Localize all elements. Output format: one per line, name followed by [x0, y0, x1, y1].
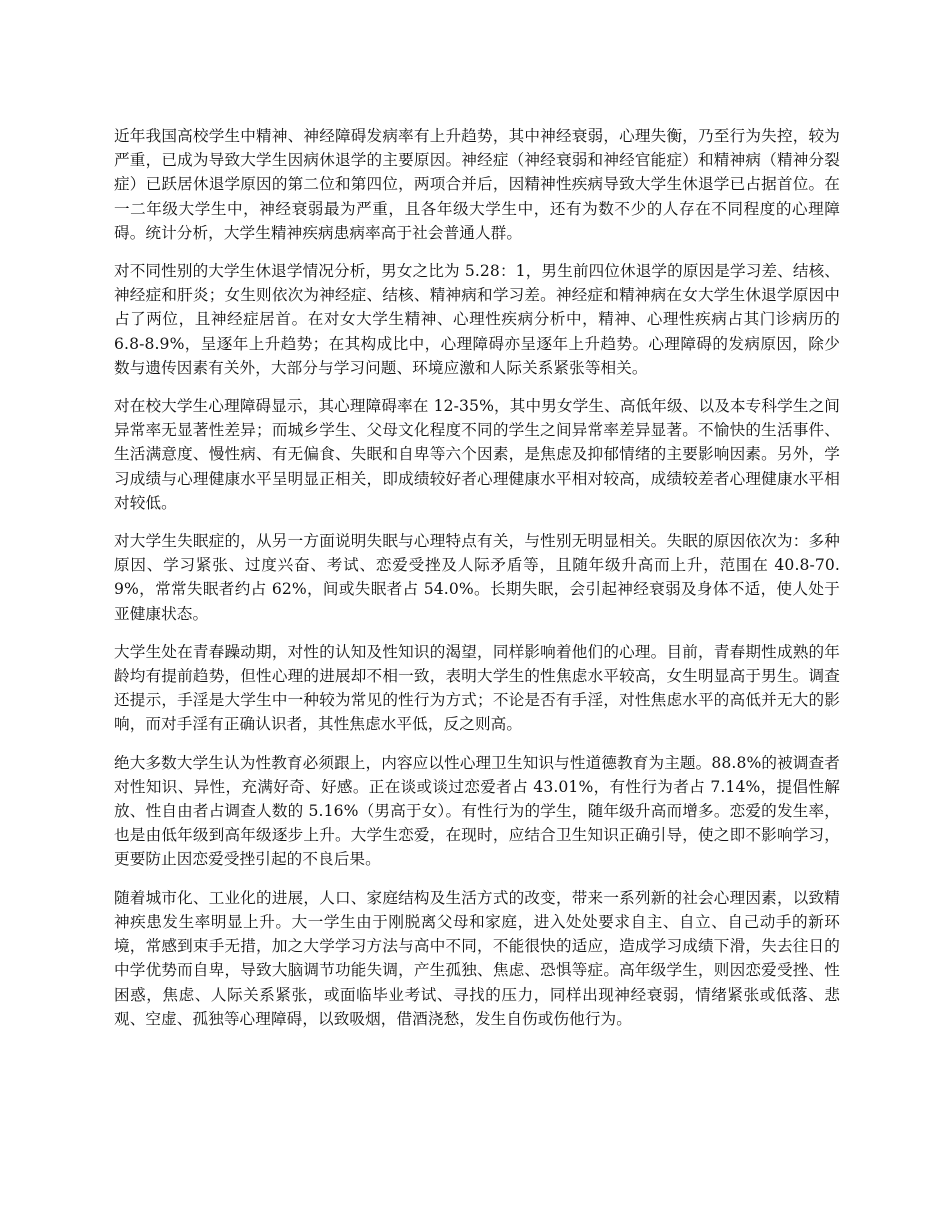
document-body	[114, 124, 840, 1045]
paragraph-1: 近年我国高校学生中精神、神经障碍发病率有上升趋势，其中神经衰弱，心理失衡，乃至行为失控，较为严重，已成为导致大学生因病休退学的主要原因。神经症（神经衰弱和神经官能症）和精神病（精神分裂症）已跃居休退学原因的第二位和第四位，两项合并后，因精神性疾病导致大学生休退学已占据首位。在一二年级大学生中，神经衰弱最为严重，且各年级大学生中，还有为数不少的人存在不同程度的心理障碍。统计分析，大学生精神疾病患病率高于社会普通人群。	[114, 127, 840, 242]
paragraph-6: 绝大多数大学生认为性教育必须跟上，内容应以性心理卫生知识与性道德教育为主题。88.8%的被调查者对性知识、异性，充满好奇、好感。正在谈或谈过恋爱者占 43.01%，有性行为者占 7.14%，提倡性解放、性自由者占调查人数的 5.16%（男高于女）。有性行为的学生，随年级升高而增多。恋爱的发生率，也是由低年级到高年级逐步上升。大学生恋爱，在现时，应结合卫生知识正确引导，使之即不影响学习，更要防止因恋爱受挫引起的不良后果。	[114, 753, 840, 869]
paragraph-4: 对大学生失眠症的，从另一方面说明失眠与心理特点有关，与性别无明显相关。失眠的原因依次为：多种原因、学习紧张、过度兴奋、考试、恋爱受挫及人际矛盾等，且随年级升高而上升，范围在 40.8-70.9%，常常失眠者约占 62%，间或失眠者占 54.0%。长期失眠，会引起神经衰弱及身体不适，使人处于亚健康状态。	[114, 532, 840, 623]
paragraph-2: 对不同性别的大学生休退学情况分析，男女之比为 5.28：1，男生前四位休退学的原因是学习差、结核、神经症和肝炎；女生则依次为神经症、结核、精神病和学习差。神经症和精神病在女大学生休退学原因中占了两位，且神经症居首。在对女大学生精神、心理性疾病分析中，精神、心理性疾病占其门诊病历的 6.8-8.9%，呈逐年上升趋势；在其构成比中，心理障碍亦呈逐年上升趋势。心理障碍的发病原因，除少数与遗传因素有关外，大部分与学习问题、环境应激和人际关系紧张等相关。	[114, 262, 840, 377]
paragraph-7: 随着城市化、工业化的进展，人口、家庭结构及生活方式的改变，带来一系列新的社会心理因素，以致精神疾患发生率明显上升。大一学生由于刚脱离父母和家庭，进入处处要求自主、自立、自己动手的新环境，常感到束手无措，加之大学学习方法与高中不同，不能很快的适应，造成学习成绩下滑，失去往日的中学优势而自卑，导致大脑调节功能失调，产生孤独、焦虑、恐惧等症。高年级学生，则因恋爱受挫、性困惑，焦虑、人际关系紧张，或面临毕业考试、寻找的压力，同样出现神经衰弱，情绪紧张或低落、悲观、空虚、孤独等心理障碍，以致吸烟，借酒浇愁，发生自伤或伤他行为。	[114, 888, 840, 1028]
paragraph-5: 大学生处在青春躁动期，对性的认知及性知识的渴望，同样影响着他们的心理。目前，青春期性成熟的年龄均有提前趋势，但性心理的进展却不相一致，表明大学生的性焦虑水平较高，女生明显高于男生。调查还提示，手淫是大学生中一种较为常见的性行为方式；不论是否有手淫，对性焦虑水平的高低并无大的影响，而对手淫有正确认识者，其性焦虑水平低，反之则高。	[114, 642, 840, 734]
paragraph-3: 对在校大学生心理障碍显示，其心理障碍率在 12-35%，其中男女学生、高低年级、以及本专科学生之间异常率无显著性差异；而城乡学生、父母文化程度不同的学生之间异常率差异显著。不愉快的生活事件、生活满意度、慢性病、有无偏食、失眠和自卑等六个因素，是焦虑及抑郁情绪的主要影响因素。另外，学习成绩与心理健康水平呈明显正相关，即成绩较好者心理健康水平相对较高，成绩较差者心理健康水平相对较低。	[114, 397, 840, 512]
